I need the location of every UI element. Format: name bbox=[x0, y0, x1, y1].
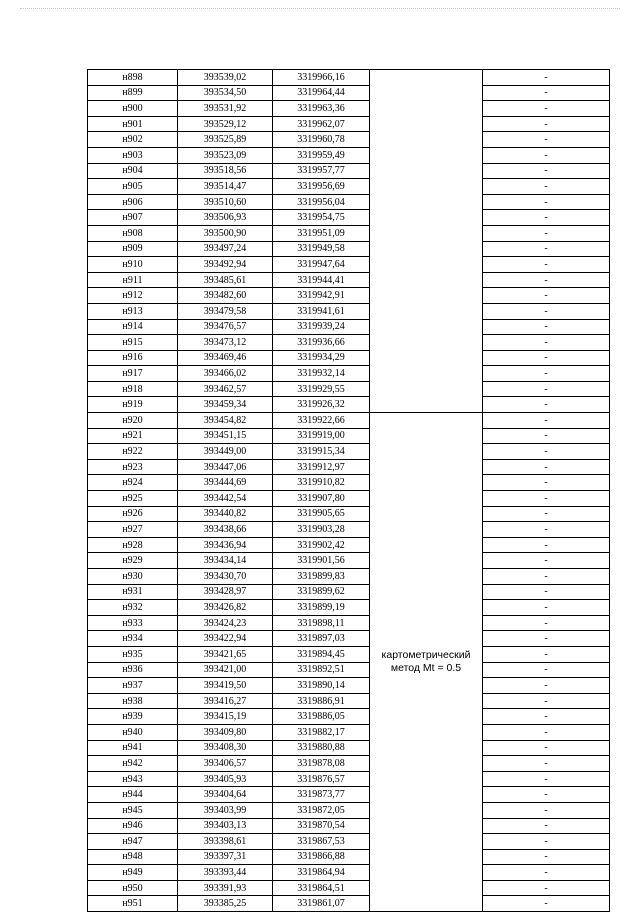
x-coordinate-cell: 393534,50 bbox=[178, 85, 273, 101]
point-id-cell: н906 bbox=[88, 194, 178, 210]
table-row bbox=[88, 85, 610, 101]
table-row bbox=[88, 880, 610, 896]
point-id-cell: н940 bbox=[88, 724, 178, 740]
table-row bbox=[88, 600, 610, 616]
note-cell: - bbox=[483, 740, 610, 756]
y-coordinate-cell: 3319915,34 bbox=[273, 444, 370, 460]
y-coordinate-cell: 3319870,54 bbox=[273, 818, 370, 834]
table-row bbox=[88, 116, 610, 132]
table-row bbox=[88, 459, 610, 475]
point-id-cell: н909 bbox=[88, 241, 178, 257]
x-coordinate-cell: 393447,06 bbox=[178, 459, 273, 475]
table-row bbox=[88, 101, 610, 117]
y-coordinate-cell: 3319919,00 bbox=[273, 428, 370, 444]
table-row bbox=[88, 413, 610, 429]
point-id-cell: н910 bbox=[88, 257, 178, 273]
x-coordinate-cell: 393419,50 bbox=[178, 678, 273, 694]
point-id-cell: н945 bbox=[88, 802, 178, 818]
table-row bbox=[88, 444, 610, 460]
x-coordinate-cell: 393451,15 bbox=[178, 428, 273, 444]
y-coordinate-cell: 3319910,82 bbox=[273, 475, 370, 491]
y-coordinate-cell: 3319866,88 bbox=[273, 849, 370, 865]
table-row bbox=[88, 319, 610, 335]
table-row bbox=[88, 615, 610, 631]
note-cell: - bbox=[483, 194, 610, 210]
y-coordinate-cell: 3319867,53 bbox=[273, 834, 370, 850]
x-coordinate-cell: 393531,92 bbox=[178, 101, 273, 117]
point-id-cell: н929 bbox=[88, 553, 178, 569]
note-cell: - bbox=[483, 646, 610, 662]
table-row bbox=[88, 350, 610, 366]
point-id-cell: н928 bbox=[88, 537, 178, 553]
table-row bbox=[88, 132, 610, 148]
scan-artifact-line bbox=[20, 8, 620, 11]
point-id-cell: н930 bbox=[88, 569, 178, 585]
y-coordinate-cell: 3319956,04 bbox=[273, 194, 370, 210]
y-coordinate-cell: 3319926,32 bbox=[273, 397, 370, 413]
point-id-cell: н937 bbox=[88, 678, 178, 694]
point-id-cell: н926 bbox=[88, 506, 178, 522]
table-row bbox=[88, 865, 610, 881]
table-row bbox=[88, 818, 610, 834]
y-coordinate-cell: 3319963,36 bbox=[273, 101, 370, 117]
x-coordinate-cell: 393476,57 bbox=[178, 319, 273, 335]
note-cell: - bbox=[483, 537, 610, 553]
table-row bbox=[88, 756, 610, 772]
note-cell: - bbox=[483, 288, 610, 304]
y-coordinate-cell: 3319886,91 bbox=[273, 693, 370, 709]
note-cell: - bbox=[483, 491, 610, 507]
table-row bbox=[88, 569, 610, 585]
point-id-cell: н925 bbox=[88, 491, 178, 507]
x-coordinate-cell: 393397,31 bbox=[178, 849, 273, 865]
table-row bbox=[88, 522, 610, 538]
x-coordinate-cell: 393438,66 bbox=[178, 522, 273, 538]
table-row bbox=[88, 678, 610, 694]
table-row bbox=[88, 288, 610, 304]
note-cell: - bbox=[483, 834, 610, 850]
note-cell: - bbox=[483, 366, 610, 382]
table-row bbox=[88, 646, 610, 662]
note-cell: - bbox=[483, 615, 610, 631]
table-row bbox=[88, 335, 610, 351]
point-id-cell: н913 bbox=[88, 303, 178, 319]
x-coordinate-cell: 393518,56 bbox=[178, 163, 273, 179]
y-coordinate-cell: 3319934,29 bbox=[273, 350, 370, 366]
x-coordinate-cell: 393523,09 bbox=[178, 147, 273, 163]
x-coordinate-cell: 393539,02 bbox=[178, 70, 273, 86]
note-cell: - bbox=[483, 444, 610, 460]
note-cell: - bbox=[483, 147, 610, 163]
y-coordinate-cell: 3319966,16 bbox=[273, 70, 370, 86]
note-cell: - bbox=[483, 241, 610, 257]
y-coordinate-cell: 3319929,55 bbox=[273, 381, 370, 397]
note-cell: - bbox=[483, 662, 610, 678]
note-cell: - bbox=[483, 272, 610, 288]
x-coordinate-cell: 393482,60 bbox=[178, 288, 273, 304]
table-row bbox=[88, 693, 610, 709]
y-coordinate-cell: 3319959,49 bbox=[273, 147, 370, 163]
x-coordinate-cell: 393485,61 bbox=[178, 272, 273, 288]
note-cell: - bbox=[483, 802, 610, 818]
table-row bbox=[88, 631, 610, 647]
note-cell: - bbox=[483, 85, 610, 101]
note-cell: - bbox=[483, 756, 610, 772]
x-coordinate-cell: 393469,46 bbox=[178, 350, 273, 366]
y-coordinate-cell: 3319880,88 bbox=[273, 740, 370, 756]
x-coordinate-cell: 393506,93 bbox=[178, 210, 273, 226]
y-coordinate-cell: 3319899,83 bbox=[273, 569, 370, 585]
y-coordinate-cell: 3319957,77 bbox=[273, 163, 370, 179]
y-coordinate-cell: 3319964,44 bbox=[273, 85, 370, 101]
x-coordinate-cell: 393525,89 bbox=[178, 132, 273, 148]
point-id-cell: н912 bbox=[88, 288, 178, 304]
y-coordinate-cell: 3319941,61 bbox=[273, 303, 370, 319]
y-coordinate-cell: 3319947,64 bbox=[273, 257, 370, 273]
table-row bbox=[88, 896, 610, 912]
point-id-cell: н947 bbox=[88, 834, 178, 850]
y-coordinate-cell: 3319932,14 bbox=[273, 366, 370, 382]
y-coordinate-cell: 3319876,57 bbox=[273, 771, 370, 787]
table-row bbox=[88, 787, 610, 803]
y-coordinate-cell: 3319942,91 bbox=[273, 288, 370, 304]
y-coordinate-cell: 3319898,11 bbox=[273, 615, 370, 631]
x-coordinate-cell: 393424,23 bbox=[178, 615, 273, 631]
x-coordinate-cell: 393408,30 bbox=[178, 740, 273, 756]
note-cell: - bbox=[483, 849, 610, 865]
x-coordinate-cell: 393479,58 bbox=[178, 303, 273, 319]
point-id-cell: н946 bbox=[88, 818, 178, 834]
y-coordinate-cell: 3319922,66 bbox=[273, 413, 370, 429]
point-id-cell: н918 bbox=[88, 381, 178, 397]
note-cell: - bbox=[483, 522, 610, 538]
y-coordinate-cell: 3319944,41 bbox=[273, 272, 370, 288]
table-row bbox=[88, 491, 610, 507]
point-id-cell: н921 bbox=[88, 428, 178, 444]
x-coordinate-cell: 393398,61 bbox=[178, 834, 273, 850]
x-coordinate-cell: 393405,93 bbox=[178, 771, 273, 787]
point-id-cell: н916 bbox=[88, 350, 178, 366]
y-coordinate-cell: 3319890,14 bbox=[273, 678, 370, 694]
y-coordinate-cell: 3319903,28 bbox=[273, 522, 370, 538]
note-cell: - bbox=[483, 132, 610, 148]
note-cell: - bbox=[483, 116, 610, 132]
note-cell: - bbox=[483, 709, 610, 725]
note-cell: - bbox=[483, 584, 610, 600]
note-cell: - bbox=[483, 553, 610, 569]
method-cell: картометрический метод Mt = 0.5 bbox=[370, 413, 483, 912]
point-id-cell: н949 bbox=[88, 865, 178, 881]
point-id-cell: н901 bbox=[88, 116, 178, 132]
coordinates-table-body bbox=[88, 70, 610, 912]
point-id-cell: н914 bbox=[88, 319, 178, 335]
note-cell: - bbox=[483, 475, 610, 491]
note-cell: - bbox=[483, 865, 610, 881]
point-id-cell: н899 bbox=[88, 85, 178, 101]
table-row bbox=[88, 225, 610, 241]
point-id-cell: н915 bbox=[88, 335, 178, 351]
table-row bbox=[88, 553, 610, 569]
y-coordinate-cell: 3319878,08 bbox=[273, 756, 370, 772]
point-id-cell: н944 bbox=[88, 787, 178, 803]
note-cell: - bbox=[483, 257, 610, 273]
x-coordinate-cell: 393403,99 bbox=[178, 802, 273, 818]
point-id-cell: н908 bbox=[88, 225, 178, 241]
y-coordinate-cell: 3319960,78 bbox=[273, 132, 370, 148]
x-coordinate-cell: 393500,90 bbox=[178, 225, 273, 241]
note-cell: - bbox=[483, 506, 610, 522]
x-coordinate-cell: 393436,94 bbox=[178, 537, 273, 553]
point-id-cell: н924 bbox=[88, 475, 178, 491]
table-row bbox=[88, 834, 610, 850]
point-id-cell: н927 bbox=[88, 522, 178, 538]
note-cell: - bbox=[483, 569, 610, 585]
y-coordinate-cell: 3319897,03 bbox=[273, 631, 370, 647]
x-coordinate-cell: 393497,24 bbox=[178, 241, 273, 257]
y-coordinate-cell: 3319954,75 bbox=[273, 210, 370, 226]
table-row bbox=[88, 537, 610, 553]
y-coordinate-cell: 3319892,51 bbox=[273, 662, 370, 678]
point-id-cell: н936 bbox=[88, 662, 178, 678]
point-id-cell: н905 bbox=[88, 179, 178, 195]
note-cell: - bbox=[483, 880, 610, 896]
table-row bbox=[88, 662, 610, 678]
point-id-cell: н907 bbox=[88, 210, 178, 226]
point-id-cell: н950 bbox=[88, 880, 178, 896]
point-id-cell: н902 bbox=[88, 132, 178, 148]
table-row bbox=[88, 147, 610, 163]
x-coordinate-cell: 393442,54 bbox=[178, 491, 273, 507]
note-cell: - bbox=[483, 896, 610, 912]
table-row bbox=[88, 428, 610, 444]
table-row bbox=[88, 303, 610, 319]
point-id-cell: н898 bbox=[88, 70, 178, 86]
y-coordinate-cell: 3319962,07 bbox=[273, 116, 370, 132]
x-coordinate-cell: 393473,12 bbox=[178, 335, 273, 351]
x-coordinate-cell: 393403,13 bbox=[178, 818, 273, 834]
note-cell: - bbox=[483, 693, 610, 709]
point-id-cell: н932 bbox=[88, 600, 178, 616]
note-cell: - bbox=[483, 413, 610, 429]
table-row bbox=[88, 771, 610, 787]
point-id-cell: н904 bbox=[88, 163, 178, 179]
point-id-cell: н922 bbox=[88, 444, 178, 460]
point-id-cell: н938 bbox=[88, 693, 178, 709]
y-coordinate-cell: 3319951,09 bbox=[273, 225, 370, 241]
point-id-cell: н919 bbox=[88, 397, 178, 413]
note-cell: - bbox=[483, 631, 610, 647]
note-cell: - bbox=[483, 319, 610, 335]
y-coordinate-cell: 3319936,66 bbox=[273, 335, 370, 351]
note-cell: - bbox=[483, 459, 610, 475]
note-cell: - bbox=[483, 724, 610, 740]
point-id-cell: н917 bbox=[88, 366, 178, 382]
point-id-cell: н943 bbox=[88, 771, 178, 787]
table-row bbox=[88, 802, 610, 818]
table-row bbox=[88, 584, 610, 600]
table-row bbox=[88, 272, 610, 288]
point-id-cell: н923 bbox=[88, 459, 178, 475]
note-cell: - bbox=[483, 70, 610, 86]
x-coordinate-cell: 393421,00 bbox=[178, 662, 273, 678]
x-coordinate-cell: 393391,93 bbox=[178, 880, 273, 896]
x-coordinate-cell: 393449,00 bbox=[178, 444, 273, 460]
point-id-cell: н935 bbox=[88, 646, 178, 662]
note-cell: - bbox=[483, 771, 610, 787]
x-coordinate-cell: 393492,94 bbox=[178, 257, 273, 273]
x-coordinate-cell: 393421,65 bbox=[178, 646, 273, 662]
table-row bbox=[88, 257, 610, 273]
point-id-cell: н903 bbox=[88, 147, 178, 163]
y-coordinate-cell: 3319882,17 bbox=[273, 724, 370, 740]
x-coordinate-cell: 393428,97 bbox=[178, 584, 273, 600]
x-coordinate-cell: 393462,57 bbox=[178, 381, 273, 397]
y-coordinate-cell: 3319905,65 bbox=[273, 506, 370, 522]
table-row bbox=[88, 849, 610, 865]
x-coordinate-cell: 393454,82 bbox=[178, 413, 273, 429]
y-coordinate-cell: 3319864,94 bbox=[273, 865, 370, 881]
x-coordinate-cell: 393440,82 bbox=[178, 506, 273, 522]
method-cell bbox=[370, 70, 483, 413]
table-row bbox=[88, 724, 610, 740]
y-coordinate-cell: 3319894,45 bbox=[273, 646, 370, 662]
y-coordinate-cell: 3319899,62 bbox=[273, 584, 370, 600]
point-id-cell: н934 bbox=[88, 631, 178, 647]
point-id-cell: н941 bbox=[88, 740, 178, 756]
point-id-cell: н942 bbox=[88, 756, 178, 772]
note-cell: - bbox=[483, 600, 610, 616]
x-coordinate-cell: 393393,44 bbox=[178, 865, 273, 881]
x-coordinate-cell: 393415,19 bbox=[178, 709, 273, 725]
table-row bbox=[88, 740, 610, 756]
table-row bbox=[88, 397, 610, 413]
note-cell: - bbox=[483, 179, 610, 195]
note-cell: - bbox=[483, 101, 610, 117]
x-coordinate-cell: 393404,64 bbox=[178, 787, 273, 803]
x-coordinate-cell: 393416,27 bbox=[178, 693, 273, 709]
x-coordinate-cell: 393430,70 bbox=[178, 569, 273, 585]
point-id-cell: н939 bbox=[88, 709, 178, 725]
note-cell: - bbox=[483, 428, 610, 444]
x-coordinate-cell: 393444,69 bbox=[178, 475, 273, 491]
table-row bbox=[88, 194, 610, 210]
note-cell: - bbox=[483, 678, 610, 694]
y-coordinate-cell: 3319901,56 bbox=[273, 553, 370, 569]
y-coordinate-cell: 3319912,97 bbox=[273, 459, 370, 475]
table-row bbox=[88, 381, 610, 397]
note-cell: - bbox=[483, 225, 610, 241]
table-row bbox=[88, 163, 610, 179]
x-coordinate-cell: 393422,94 bbox=[178, 631, 273, 647]
x-coordinate-cell: 393466,02 bbox=[178, 366, 273, 382]
table-row bbox=[88, 366, 610, 382]
note-cell: - bbox=[483, 163, 610, 179]
coordinates-table bbox=[87, 69, 610, 912]
y-coordinate-cell: 3319873,77 bbox=[273, 787, 370, 803]
table-row bbox=[88, 241, 610, 257]
note-cell: - bbox=[483, 787, 610, 803]
point-id-cell: н911 bbox=[88, 272, 178, 288]
x-coordinate-cell: 393406,57 bbox=[178, 756, 273, 772]
y-coordinate-cell: 3319861,07 bbox=[273, 896, 370, 912]
note-cell: - bbox=[483, 210, 610, 226]
point-id-cell: н933 bbox=[88, 615, 178, 631]
table-row bbox=[88, 475, 610, 491]
y-coordinate-cell: 3319907,80 bbox=[273, 491, 370, 507]
point-id-cell: н920 bbox=[88, 413, 178, 429]
point-id-cell: н951 bbox=[88, 896, 178, 912]
y-coordinate-cell: 3319939,24 bbox=[273, 319, 370, 335]
y-coordinate-cell: 3319899,19 bbox=[273, 600, 370, 616]
table-row bbox=[88, 506, 610, 522]
x-coordinate-cell: 393385,25 bbox=[178, 896, 273, 912]
note-cell: - bbox=[483, 350, 610, 366]
note-cell: - bbox=[483, 335, 610, 351]
x-coordinate-cell: 393426,82 bbox=[178, 600, 273, 616]
table-row bbox=[88, 709, 610, 725]
y-coordinate-cell: 3319902,42 bbox=[273, 537, 370, 553]
y-coordinate-cell: 3319864,51 bbox=[273, 880, 370, 896]
point-id-cell: н948 bbox=[88, 849, 178, 865]
x-coordinate-cell: 393459,34 bbox=[178, 397, 273, 413]
note-cell: - bbox=[483, 397, 610, 413]
y-coordinate-cell: 3319956,69 bbox=[273, 179, 370, 195]
x-coordinate-cell: 393409,80 bbox=[178, 724, 273, 740]
x-coordinate-cell: 393510,60 bbox=[178, 194, 273, 210]
y-coordinate-cell: 3319949,58 bbox=[273, 241, 370, 257]
point-id-cell: н931 bbox=[88, 584, 178, 600]
point-id-cell: н900 bbox=[88, 101, 178, 117]
table-row bbox=[88, 210, 610, 226]
y-coordinate-cell: 3319886,05 bbox=[273, 709, 370, 725]
note-cell: - bbox=[483, 818, 610, 834]
table-row bbox=[88, 179, 610, 195]
y-coordinate-cell: 3319872,05 bbox=[273, 802, 370, 818]
table-row bbox=[88, 70, 610, 86]
note-cell: - bbox=[483, 381, 610, 397]
x-coordinate-cell: 393434,14 bbox=[178, 553, 273, 569]
note-cell: - bbox=[483, 303, 610, 319]
x-coordinate-cell: 393514,47 bbox=[178, 179, 273, 195]
x-coordinate-cell: 393529,12 bbox=[178, 116, 273, 132]
